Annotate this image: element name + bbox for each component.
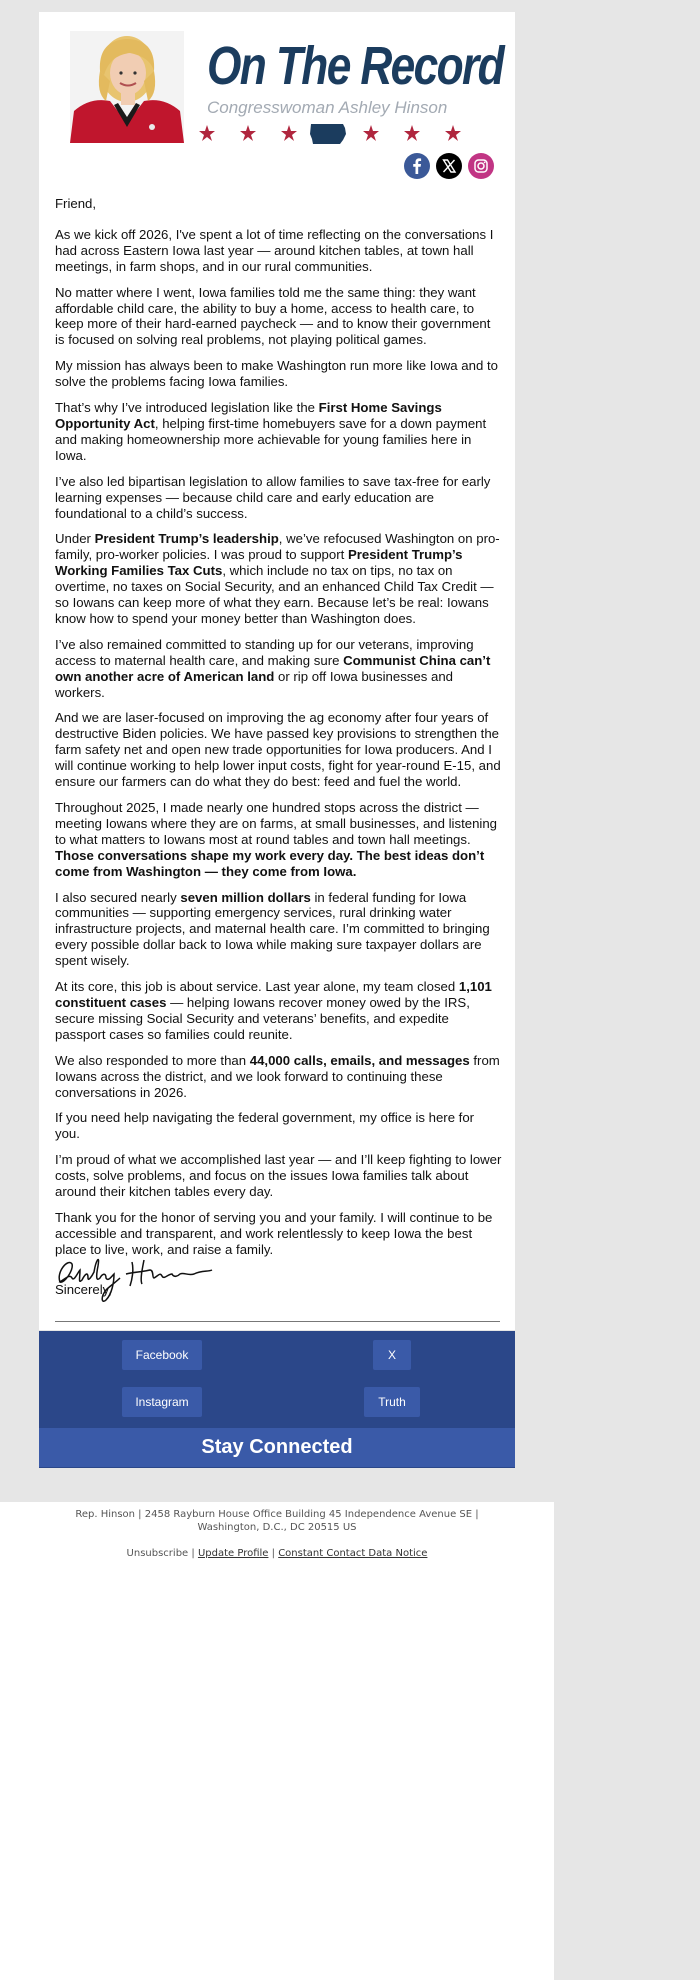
truth-button[interactable]: Truth xyxy=(364,1387,420,1417)
congresswoman-photo xyxy=(70,31,184,143)
signature xyxy=(54,1248,214,1308)
facebook-icon[interactable] xyxy=(404,153,430,179)
letter-body xyxy=(55,196,502,1298)
x-button[interactable]: X xyxy=(373,1340,411,1370)
paragraph: Throughout 2025, I made nearly one hundred stops across the district — meeting Iowans where they are on farms, at small businesses, and listening to what matters to Iowans most at round tables and town hall meetings. Those conversations shape my work every day. The best ideas don’t come from Washington — they come from Iowa. xyxy=(55,800,498,879)
email-footer xyxy=(0,1502,554,1980)
paragraph: I’m proud of what we accomplished last year — and I’ll keep fighting to lower costs, solve problems, and focus on the issues Iowa families talk about around their kitchen tables every day. xyxy=(55,1152,502,1200)
divider xyxy=(55,1321,500,1322)
paragraph: And we are laser-focused on improving the ag economy after four years of destructive Biden policies. We have passed key provisions to strengthen the farm safety net and open new trade opportunities for Iowa producers. And I will continue working to help lower input costs, fight for year-round E-15, and ensure our farmers can do what they do best: feed and fuel the world. xyxy=(55,710,501,790)
x-icon[interactable] xyxy=(436,153,462,179)
facebook-button[interactable]: Facebook xyxy=(122,1340,202,1370)
link-separator: | xyxy=(191,1548,195,1559)
update-profile-link[interactable]: Update Profile xyxy=(197,1548,269,1559)
instagram-button[interactable]: Instagram xyxy=(122,1387,202,1417)
closing: Sincerely, xyxy=(55,1281,112,1297)
paragraph: At its core, this job is about service. Last year alone, my team closed 1,101 constituent cases — helping Iowans recover money owed by the IRS, secure missing Social Security and veterans’ benefits, and expedite passport cases so families could reunite. xyxy=(55,979,492,1042)
link-separator: | xyxy=(271,1548,276,1559)
paragraph: I also secured nearly seven million dollars in federal funding for Iowa communities — supporting emergency services, rural drinking water infrastructure projects, and maternal health care. I’m committed to bringing every possible dollar back to Iowa while making sure taxpayer dollars are spent wisely. xyxy=(55,889,490,969)
stay-connected-heading: Stay Connected xyxy=(201,1436,353,1458)
star-icon xyxy=(404,125,420,141)
address-line: Rep. Hinson | 2458 Rayburn House Office Building 45 Independence Avenue SE | xyxy=(75,1509,479,1520)
paragraph: Thank you for the honor of serving you and your family. I will continue to be accessible and transparent, and work relentlessly to keep Iowa the best place to live, work, and raise a family. xyxy=(55,1209,493,1257)
star-icon xyxy=(445,125,461,141)
address-line: Washington, D.C., DC 20515 US xyxy=(197,1522,357,1533)
iowa-state-icon xyxy=(310,124,346,144)
instagram-icon[interactable] xyxy=(468,153,494,179)
newsletter-title: On The Record xyxy=(207,36,504,96)
star-icon xyxy=(363,125,379,141)
newsletter-subtitle: Congresswoman Ashley Hinson xyxy=(207,98,448,117)
paragraph: We also responded to more than 44,000 calls, emails, and messages from Iowans across the district, and we look forward to continuing these conversations in 2026. xyxy=(55,1052,500,1100)
star-icon xyxy=(240,125,256,141)
paragraph: I’ve also remained committed to standing up for our veterans, improving access to maternal health care, and making sure Communist China can’t own another acre of American land or rip off Iowa businesses and workers. xyxy=(55,636,491,700)
stars-banner xyxy=(199,122,469,148)
paragraph: That’s why I’ve introduced legislation like the First Home Savings Opportunity Act, helping first-time homebuyers save for a down payment and making homeownership more achievable for young families here in Iowa. xyxy=(55,400,487,463)
paragraph: I’ve also led bipartisan legislation to allow families to save tax-free for early learning expenses — because child care and early education are foundational to a child’s success. xyxy=(55,473,491,521)
paragraph: If you need help navigating the federal government, my office is here for you. xyxy=(55,1110,475,1142)
paragraph: As we kick off 2026, I've spent a lot of time reflecting on the conversations I had across Eastern Iowa last year — around kitchen tables, at town hall meetings, in farm shops, and in our rural communities. xyxy=(55,226,494,274)
paragraph: My mission has always been to make Washington run more like Iowa and to solve the problems facing Iowa families. xyxy=(55,358,498,390)
data-notice-link[interactable]: Constant Contact Data Notice xyxy=(278,1548,428,1559)
paragraph: No matter where I went, Iowa families told me the same thing: they want affordable child care, the ability to buy a home, access to health care, to keep more of their hard-earned paycheck — and to know their government is focused on solving real problems, not playing political games. xyxy=(55,284,491,348)
star-icon xyxy=(281,125,297,141)
star-icon xyxy=(199,125,215,141)
footer-links xyxy=(0,1548,554,1559)
paragraph: Under President Trump’s leadership, we’ve refocused Washington on pro-family, pro-worker policies. I was proud to support President Trump’s Working Families Tax Cuts, which include no tax on tips, no tax on overtime, no taxes on Social Security, and an enhanced Child Tax Credit — so Iowans can keep more of what they earn. Because let’s be real: Iowans know how to spend your money better than Washington does. xyxy=(55,531,500,626)
office-address xyxy=(0,1508,554,1534)
greeting: Friend, xyxy=(55,196,97,211)
unsubscribe-link[interactable]: Unsubscribe xyxy=(126,1548,189,1559)
